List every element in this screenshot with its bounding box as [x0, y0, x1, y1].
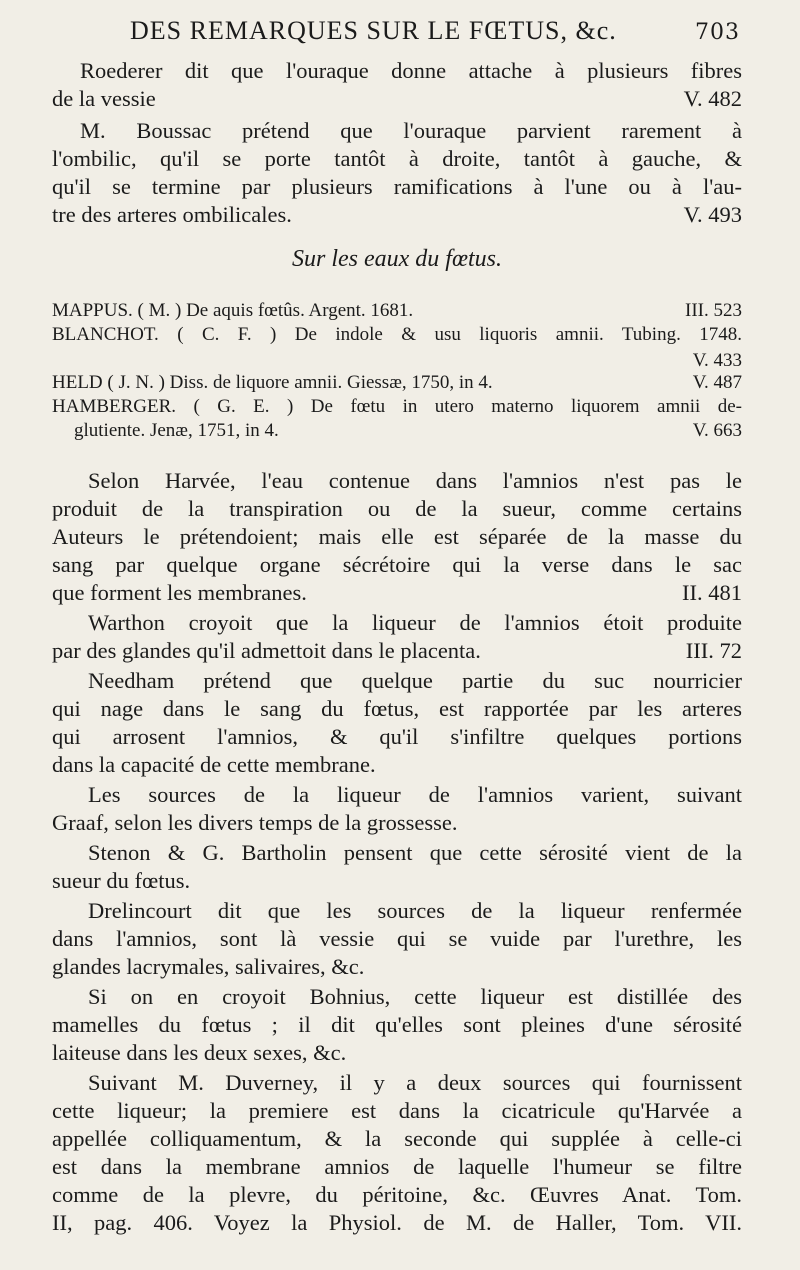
header-title: DES REMARQUES SUR LE FŒTUS, &c.: [130, 16, 617, 45]
running-header: [130, 16, 740, 46]
volume-reference: II. 481: [682, 580, 742, 605]
text-fragment: par des glandes qu'il admettoit dans le placenta.: [52, 638, 481, 663]
text-line: sueur du fœtus.: [52, 868, 191, 893]
text-line: [52, 580, 742, 606]
text-line: II, pag. 406. Voyez la Physiol. de M. de Haller, Tom. VII.: [52, 1210, 742, 1235]
bibliography-entry: [52, 300, 742, 322]
text-line: Stenon & G. Bartholin pensent que cette sérosité vient de la: [88, 840, 742, 865]
text-line: qui nage dans le sang du fœtus, est rapportée par les arteres: [52, 696, 742, 721]
page-number: 703: [695, 20, 740, 45]
text-line: [52, 638, 742, 664]
text-line: M. Boussac prétend que l'ouraque parvient rarement à: [80, 118, 742, 143]
volume-reference: V. 487: [692, 372, 742, 393]
bibliography-entry: [74, 420, 742, 442]
text-line: appellée colliquamentum, & la seconde qui supplée à celle-ci: [52, 1126, 742, 1151]
text-line: Selon Harvée, l'eau contenue dans l'amnios n'est pas le: [88, 468, 742, 493]
text-line: qui arrosent l'amnios, & qu'il s'infiltre quelques portions: [52, 724, 742, 749]
text-line: [52, 202, 742, 228]
text-line: comme de la plevre, du péritoine, &c. Œuvres Anat. Tom.: [52, 1182, 742, 1207]
text-line: Si on en croyoit Bohnius, cette liqueur est distillée des: [88, 984, 742, 1009]
bib-text: glutiente. Jenæ, 1751, in 4.: [74, 420, 279, 441]
bib-text: MAPPUS. ( M. ) De aquis fœtûs. Argent. 1681.: [52, 300, 414, 321]
text-line: Auteurs le prétendoient; mais elle est séparée de la masse du: [52, 524, 742, 549]
text-line: Drelincourt dit que les sources de la liqueur renfermée: [88, 898, 742, 923]
text-fragment: que forment les membranes.: [52, 580, 307, 605]
volume-reference: V. 433: [692, 350, 742, 371]
text-line: Needham prétend que quelque partie du suc nourricier: [88, 668, 742, 693]
text-line: produit de la transpiration ou de la sueur, comme certains: [52, 496, 742, 521]
text-line: Graaf, selon les divers temps de la grossesse.: [52, 810, 458, 835]
text-fragment: de la vessie: [52, 86, 156, 111]
text-line: Suivant M. Duverney, il y a deux sources qui fournissent: [88, 1070, 742, 1095]
text-line: dans l'amnios, sont là vessie qui se vuide par l'urethre, les: [52, 926, 742, 951]
volume-reference: III. 523: [685, 300, 742, 321]
text-line: cette liqueur; la premiere est dans la cicatricule qu'Harvée a: [52, 1098, 742, 1123]
bibliography-entry: HAMBERGER. ( G. E. ) De fœtu in utero materno liquorem amnii de-: [52, 396, 742, 417]
text-line: Roederer dit que l'ouraque donne attache à plusieurs fibres: [80, 58, 742, 83]
volume-reference: V. 482: [683, 86, 742, 111]
volume-reference: V. 493: [683, 202, 742, 227]
text-line: qu'il se termine par plusieurs ramifications à l'une ou à l'au-: [52, 174, 742, 199]
text-line: Les sources de la liqueur de l'amnios varient, suivant: [88, 782, 742, 807]
volume-reference: III. 72: [685, 638, 742, 663]
text-line: Warthon croyoit que la liqueur de l'amnios étoit produite: [88, 610, 742, 635]
text-line: l'ombilic, qu'il se porte tantôt à droite, tantôt à gauche, &: [52, 146, 742, 171]
volume-reference: V. 663: [692, 420, 742, 441]
text-line: glandes lacrymales, salivaires, &c.: [52, 954, 365, 979]
text-line: dans la capacité de cette membrane.: [52, 752, 376, 777]
text-line: [52, 86, 742, 112]
bib-text: HELD ( J. N. ) Diss. de liquore amnii. Giessæ, 1750, in 4.: [52, 372, 493, 393]
bibliography-entry: BLANCHOT. ( C. F. ) De indole & usu liquoris amnii. Tubing. 1748.: [52, 324, 742, 345]
text-line: laiteuse dans les deux sexes, &c.: [52, 1040, 347, 1065]
text-line: mamelles du fœtus ; il dit qu'elles sont pleines d'une sérosité: [52, 1012, 742, 1037]
text-line: est dans la membrane amnios de laquelle l'humeur se filtre: [52, 1154, 742, 1179]
section-title: Sur les eaux du fœtus.: [292, 246, 502, 272]
text-line: sang par quelque organe sécrétoire qui la verse dans le sac: [52, 552, 742, 577]
bibliography-entry: [52, 372, 742, 394]
text-fragment: tre des arteres ombilicales.: [52, 202, 292, 227]
bibliography-entry: [52, 350, 742, 372]
